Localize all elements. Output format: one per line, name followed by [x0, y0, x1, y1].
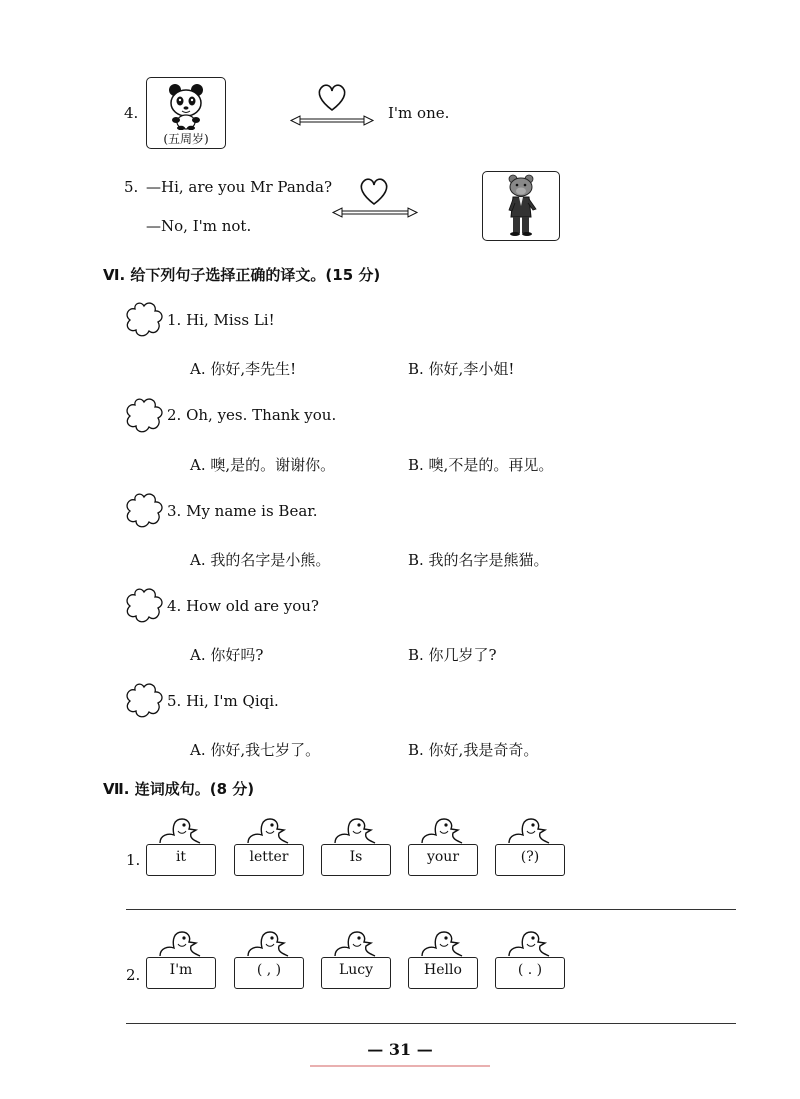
duck-icon: [331, 928, 379, 958]
word-card[interactable]: letter: [234, 844, 304, 876]
heart-arrow-4[interactable]: [290, 80, 374, 128]
q1-option-b[interactable]: B. 你好,李小姐!: [408, 360, 515, 378]
q4-option-b[interactable]: B. 你几岁了?: [408, 646, 497, 664]
word-card[interactable]: ( . ): [495, 957, 565, 989]
item4-number: 4.: [124, 104, 139, 122]
duck-icon: [156, 928, 204, 958]
page-number: — 31 —: [367, 1040, 433, 1059]
word-card[interactable]: Lucy: [321, 957, 391, 989]
q3-option-a[interactable]: A. 我的名字是小熊。: [190, 551, 331, 569]
duck-icon: [505, 815, 553, 845]
answer-line-1[interactable]: [126, 909, 736, 910]
panda-age-caption: (五周岁): [163, 132, 209, 146]
q2-option-b[interactable]: B. 噢,不是的。再见。: [408, 456, 554, 474]
item5-number: 5.: [124, 178, 139, 196]
word-card[interactable]: Is: [321, 844, 391, 876]
q5-prompt: 5. Hi, I'm Qiqi.: [167, 692, 279, 710]
heart-icon: [319, 85, 344, 110]
heart-icon: [361, 179, 386, 204]
q3-prompt: 3. My name is Bear.: [167, 502, 318, 520]
answer-flower-icon[interactable]: [124, 301, 164, 339]
answer-flower-icon[interactable]: [124, 682, 164, 720]
item4-answer-text: I'm one.: [388, 104, 450, 122]
answer-flower-icon[interactable]: [124, 397, 164, 435]
duck-icon: [244, 815, 292, 845]
word-card[interactable]: your: [408, 844, 478, 876]
answer-flower-icon[interactable]: [124, 492, 164, 530]
double-arrow-icon: [291, 116, 373, 125]
word-card[interactable]: Hello: [408, 957, 478, 989]
row2-number: 2.: [126, 966, 141, 984]
q1-option-a[interactable]: A. 你好,李先生!: [190, 360, 297, 378]
duck-icon: [505, 928, 553, 958]
answer-line-2[interactable]: [126, 1023, 736, 1024]
q5-option-b[interactable]: B. 你好,我是奇奇。: [408, 741, 539, 759]
q3-option-b[interactable]: B. 我的名字是熊猫。: [408, 551, 549, 569]
duck-icon: [331, 815, 379, 845]
bear-picture: [482, 171, 560, 241]
bear-icon: [483, 172, 559, 240]
word-card[interactable]: (?): [495, 844, 565, 876]
q4-option-a[interactable]: A. 你好吗?: [190, 646, 264, 664]
duck-icon: [156, 815, 204, 845]
q2-prompt: 2. Oh, yes. Thank you.: [167, 406, 337, 424]
q4-prompt: 4. How old are you?: [167, 597, 319, 615]
duck-icon: [244, 928, 292, 958]
q2-option-a[interactable]: A. 噢,是的。谢谢你。: [190, 456, 336, 474]
item5-line1: —Hi, are you Mr Panda?: [146, 178, 333, 196]
panda-icon: [147, 78, 225, 130]
duck-icon: [418, 928, 466, 958]
row1-number: 1.: [126, 851, 141, 869]
section7-title: Ⅶ. 连词成句。(8 分): [103, 780, 255, 798]
q1-prompt: 1. Hi, Miss Li!: [167, 311, 275, 329]
panda-picture: [146, 77, 226, 149]
section6-title: Ⅵ. 给下列句子选择正确的译文。(15 分): [103, 266, 381, 284]
answer-flower-icon[interactable]: [124, 587, 164, 625]
footer-watermark: [0, 1063, 800, 1071]
item5-line2: —No, I'm not.: [146, 217, 252, 235]
heart-arrow-5[interactable]: [332, 172, 418, 222]
word-card[interactable]: it: [146, 844, 216, 876]
word-card[interactable]: I'm: [146, 957, 216, 989]
duck-icon: [418, 815, 466, 845]
double-arrow-icon: [333, 208, 417, 217]
word-card[interactable]: ( , ): [234, 957, 304, 989]
q5-option-a[interactable]: A. 你好,我七岁了。: [190, 741, 321, 759]
watermark-strip-icon: [310, 1063, 490, 1069]
